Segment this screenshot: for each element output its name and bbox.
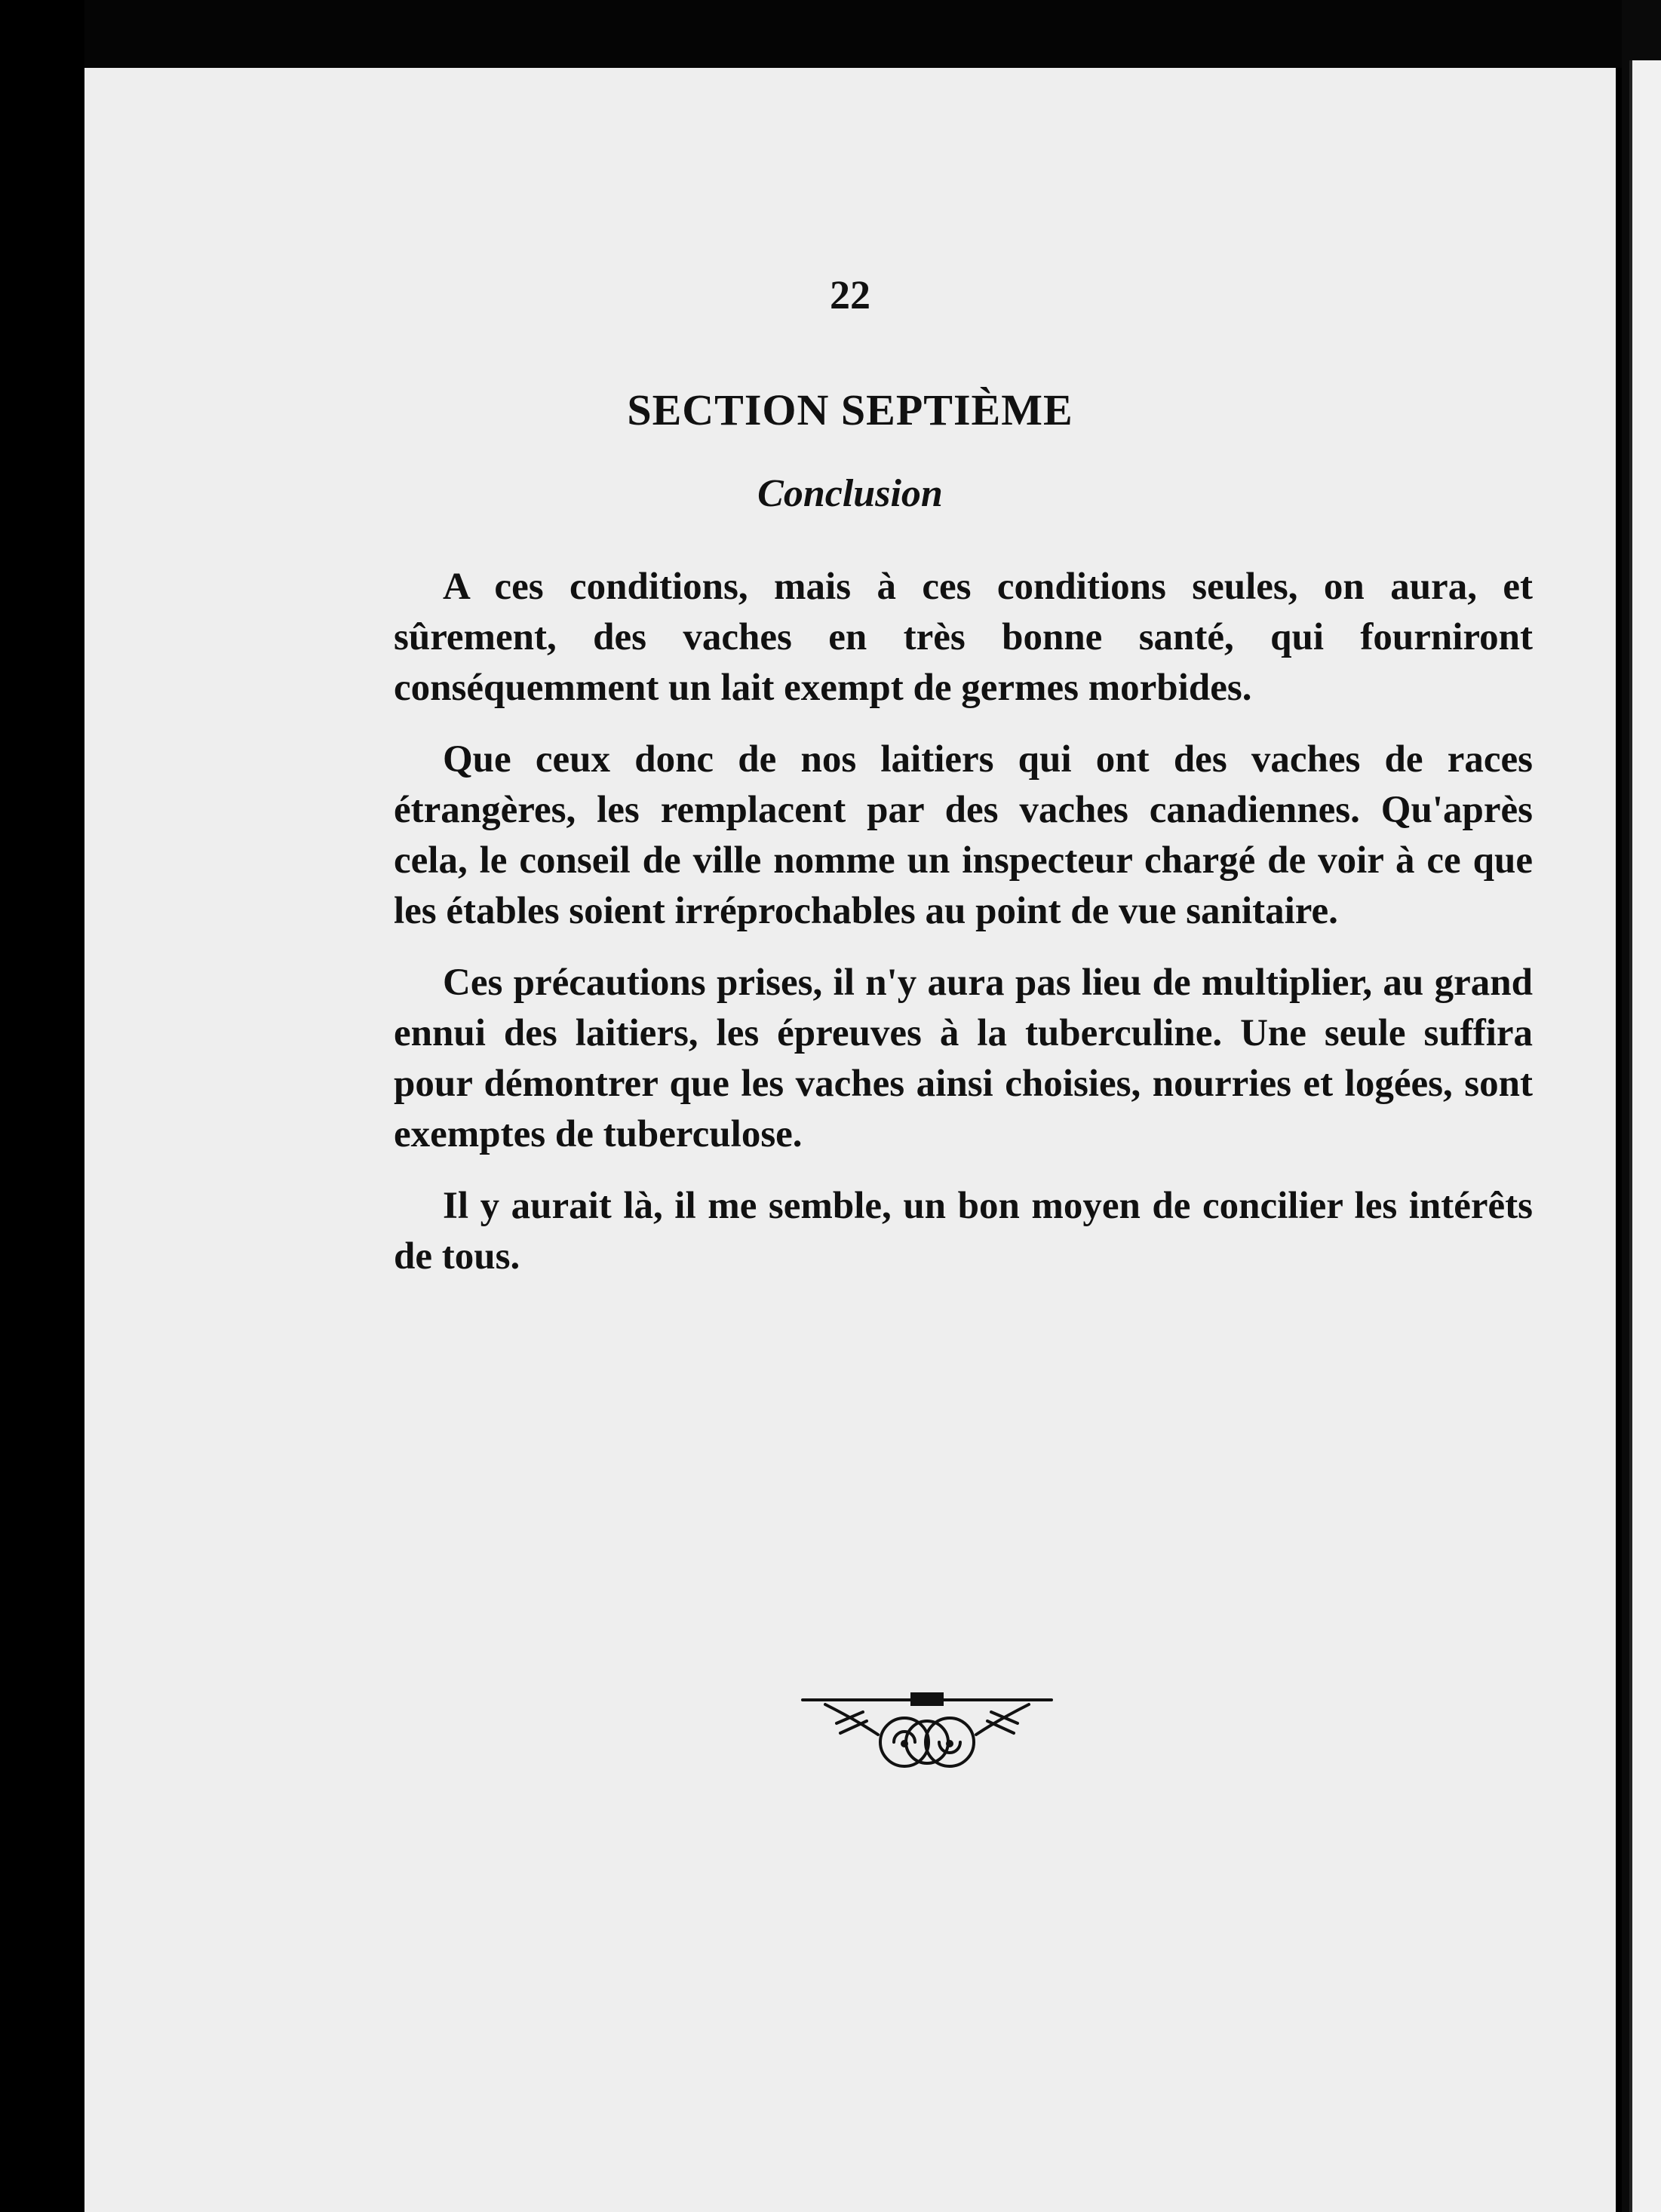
document-page <box>84 68 1616 2212</box>
section-title: SECTION SEPTIÈME <box>627 385 1073 434</box>
paragraph-3: Ces précautions prises, il n'y aura pas lieu de multiplier, au grand ennui des laitiers, les épreuves à la tuberculine. Une seule suffira pour démontrer que les vaches ainsi choisies, nourries et logées, sont exemptes de tuberculose. <box>394 962 1533 1155</box>
scroll-ornament-icon <box>795 1689 1059 1772</box>
body-text <box>394 562 1533 1303</box>
paragraph-4: Il y aurait là, il me semble, un bon moyen de concilier les intérêts de tous. <box>394 1185 1533 1278</box>
next-page-edge <box>1629 60 1661 2212</box>
scan-border-top <box>0 0 1661 68</box>
section-subtitle: Conclusion <box>757 472 943 515</box>
page-number: 22 <box>830 272 870 318</box>
paragraph-1: A ces conditions, mais à ces conditions seules, on aura, et sûrement, des vaches en très bonne santé, qui fourniront conséquemment un lait exempt de germes morbides. <box>394 566 1533 709</box>
paragraph-2: Que ceux donc de nos laitiers qui ont des vaches de races étrangères, les remplacent par des vaches canadiennes. Qu'après cela, le conseil de ville nomme un inspecteur chargé de voir à ce que les étables soient irréprochables au point de vue sanitaire. <box>394 738 1533 932</box>
scan-border-left <box>0 0 84 2212</box>
